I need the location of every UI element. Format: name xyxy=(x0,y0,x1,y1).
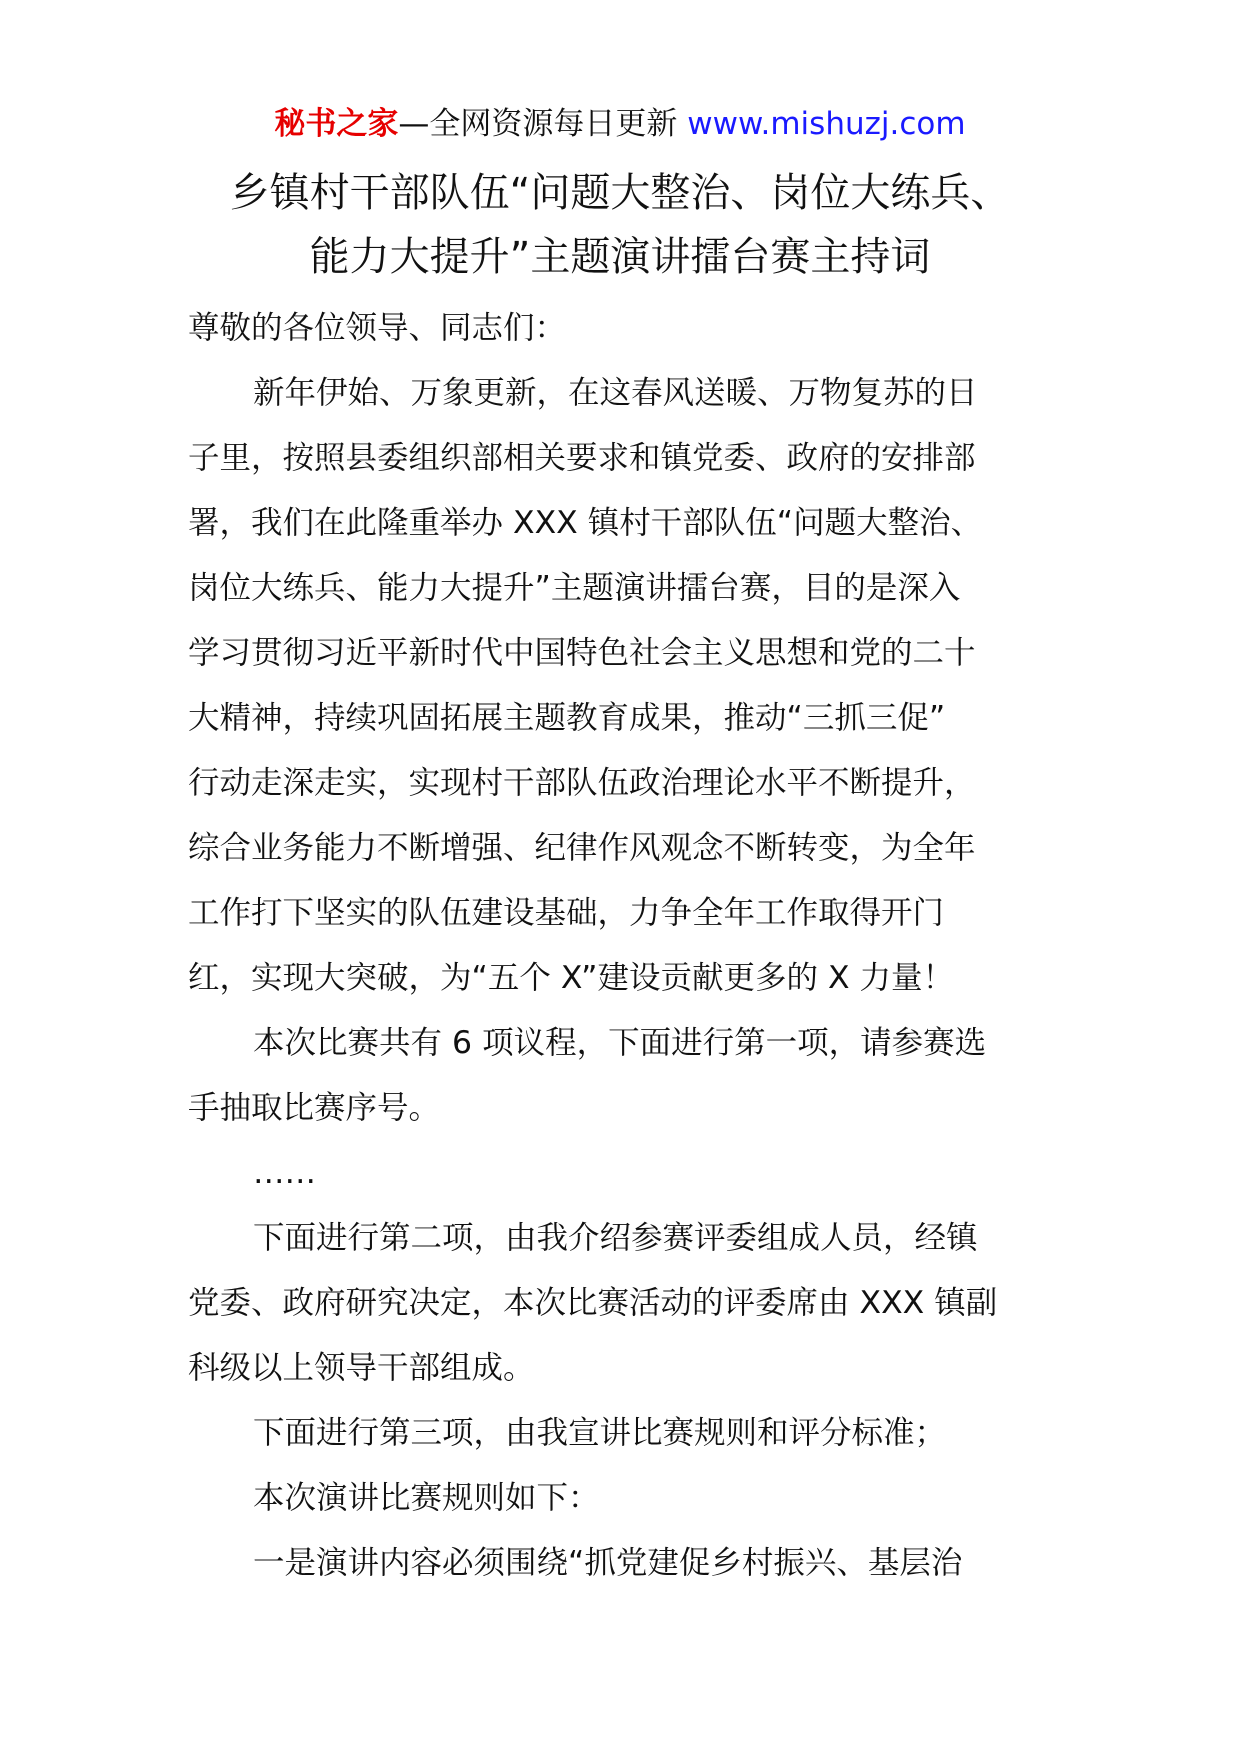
body-line: 综合业务能力不断增强、纪律作风观念不断转变，为全年 xyxy=(188,830,976,866)
body-line: 下面进行第三项，由我宣讲比赛规则和评分标准； xyxy=(253,1415,947,1451)
body-line: 下面进行第二项，由我介绍参赛评委组成人员，经镇 xyxy=(253,1220,978,1256)
body-line: 新年伊始、万象更新，在这春风送暖、万物复苏的日 xyxy=(253,375,978,411)
salutation: 尊敬的各位领导、同志们： xyxy=(188,310,567,346)
brand-name: 秘书之家 xyxy=(274,106,399,142)
body-line: 科级以上领导干部组成。 xyxy=(188,1350,535,1386)
body-line: 一是演讲内容必须围绕“抓党建促乡村振兴、基层治 xyxy=(253,1545,963,1581)
body-line: 红，实现大突破，为“五个 X”建设贡献更多的 X 力量！ xyxy=(188,960,955,996)
ellipsis-line: …… xyxy=(253,1155,316,1191)
body-line: 署，我们在此隆重举办 XXX 镇村干部队伍“问题大整治、 xyxy=(188,505,983,541)
document-body xyxy=(188,296,1058,1596)
body-line: 党委、政府研究决定，本次比赛活动的评委席由 XXX 镇副 xyxy=(188,1285,998,1321)
body-line: 岗位大练兵、能力大提升”主题演讲擂台赛，目的是深入 xyxy=(188,570,961,606)
body-line: 行动走深走实，实现村干部队伍政治理论水平不断提升， xyxy=(188,765,976,801)
body-line: 子里，按照县委组织部相关要求和镇党委、政府的安排部 xyxy=(188,440,976,476)
document-title-line-2: 能力大提升”主题演讲擂台赛主持词 xyxy=(309,234,931,280)
body-line: 本次演讲比赛规则如下： xyxy=(253,1480,600,1516)
body-line: 工作打下坚实的队伍建设基础，力争全年工作取得开门 xyxy=(188,895,945,931)
body-line: 学习贯彻习近平新时代中国特色社会主义思想和党的二十 xyxy=(188,635,976,671)
site-header xyxy=(0,100,1240,148)
body-line: 大精神，持续巩固拓展主题教育成果，推动“三抓三促” xyxy=(188,700,946,736)
body-line: 本次比赛共有 6 项议程，下面进行第一项，请参赛选 xyxy=(253,1025,987,1061)
header-tagline: —全网资源每日更新 xyxy=(398,106,678,142)
body-line: 手抽取比赛序号。 xyxy=(188,1090,441,1126)
document-title-line-1: 乡镇村干部队伍“问题大整治、岗位大练兵、 xyxy=(229,170,1011,216)
site-url-link[interactable]: www.mishuzj.com xyxy=(687,106,966,142)
